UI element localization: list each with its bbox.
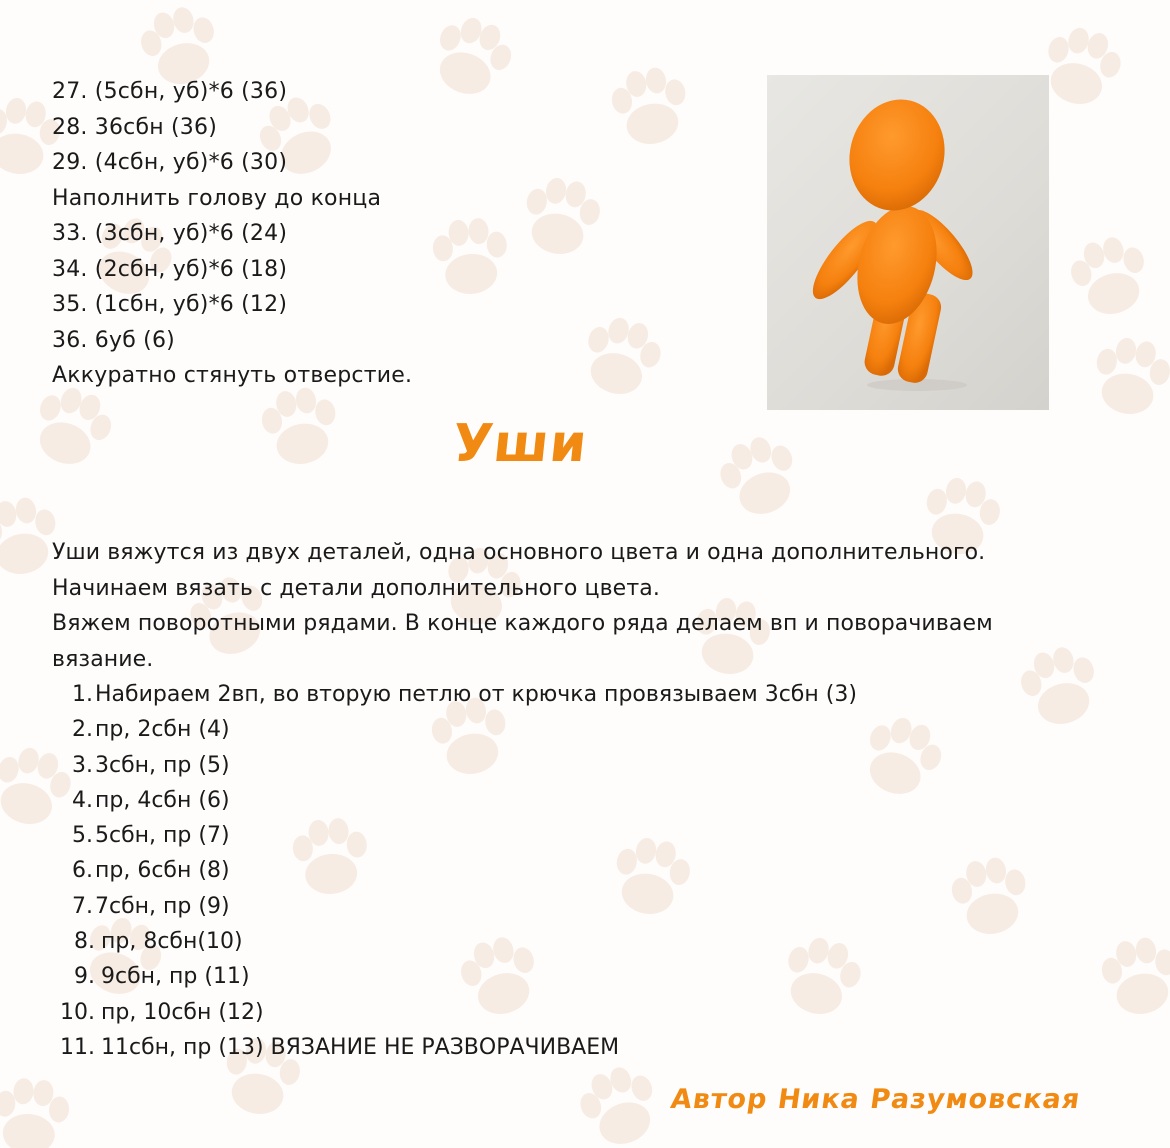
- list-item: [0, 995, 857, 1030]
- intro-line: вязание.: [52, 646, 154, 672]
- list-item: [0, 712, 857, 747]
- intro-line: Начинаем вязать с детали дополнительного цвета.: [52, 575, 660, 601]
- list-item: [0, 1030, 857, 1065]
- intro-line: Вяжем поворотными рядами. В конце каждого ряда делаем вп и поворачиваем: [52, 611, 993, 636]
- step-number: 2.: [72, 717, 93, 743]
- list-item: [0, 783, 857, 818]
- row-line: 33. (3сбн, уб)*6 (24): [52, 221, 288, 246]
- step-text: 9сбн, пр (11): [101, 964, 250, 990]
- list-item: [0, 748, 857, 783]
- row-line: 29. (4сбн, уб)*6 (30): [52, 150, 288, 175]
- row-line: 34. (2сбн, уб)*6 (18): [52, 256, 288, 282]
- step-text: пр, 10сбн (12): [101, 999, 264, 1025]
- head-rows-list: [52, 74, 412, 394]
- step-number: 7.: [72, 893, 93, 919]
- step-text: 3сбн, пр (5): [95, 752, 230, 778]
- step-number: 8.: [74, 929, 95, 955]
- list-item: [0, 853, 857, 888]
- row-line: 35. (1сбн, уб)*6 (12): [52, 292, 288, 317]
- ears-steps-list: [0, 677, 857, 1065]
- row-line: Наполнить голову до конца: [52, 185, 382, 211]
- step-text: Набираем 2вп, во вторую петлю от крючка провязываем 3сбн (3): [95, 682, 857, 707]
- step-text: 11сбн, пр (13) ВЯЗАНИЕ НЕ РАЗВОРАЧИВАЕМ: [101, 1034, 620, 1060]
- crochet-doll-illustration: [767, 75, 1049, 410]
- step-number: 4.: [72, 787, 93, 813]
- section-title: Уши: [449, 414, 591, 474]
- step-number: 1.: [72, 682, 93, 707]
- toy-body-photo: [767, 75, 1049, 410]
- step-number: 9.: [74, 964, 95, 990]
- row-line: 36. 6уб (6): [52, 327, 175, 353]
- step-number: 10.: [60, 999, 95, 1025]
- list-item: [0, 889, 857, 924]
- row-line: Аккуратно стянуть отверстие.: [52, 363, 413, 388]
- list-item: [0, 677, 857, 712]
- list-item: [0, 959, 857, 994]
- step-text: пр, 8сбн(10): [101, 929, 243, 955]
- step-text: 5сбн, пр (7): [95, 823, 230, 849]
- step-text: пр, 4сбн (6): [95, 787, 230, 813]
- step-number: 6.: [72, 858, 93, 884]
- step-number: 5.: [72, 823, 93, 849]
- step-text: 7сбн, пр (9): [95, 893, 230, 919]
- step-number: 11.: [60, 1034, 95, 1060]
- step-number: 3.: [72, 752, 93, 778]
- ears-intro: [52, 535, 1122, 677]
- list-item: [0, 924, 857, 959]
- step-text: пр, 2сбн (4): [95, 717, 230, 743]
- row-line: 27. (5сбн, уб)*6 (36): [52, 79, 288, 104]
- row-line: 28. 36сбн (36): [52, 114, 217, 140]
- author-signature: Автор Ника Разумовская: [668, 1084, 1083, 1115]
- step-text: пр, 6сбн (8): [95, 858, 230, 884]
- intro-line: Уши вяжутся из двух деталей, одна основного цвета и одна дополнительного.: [52, 540, 986, 565]
- list-item: [0, 818, 857, 853]
